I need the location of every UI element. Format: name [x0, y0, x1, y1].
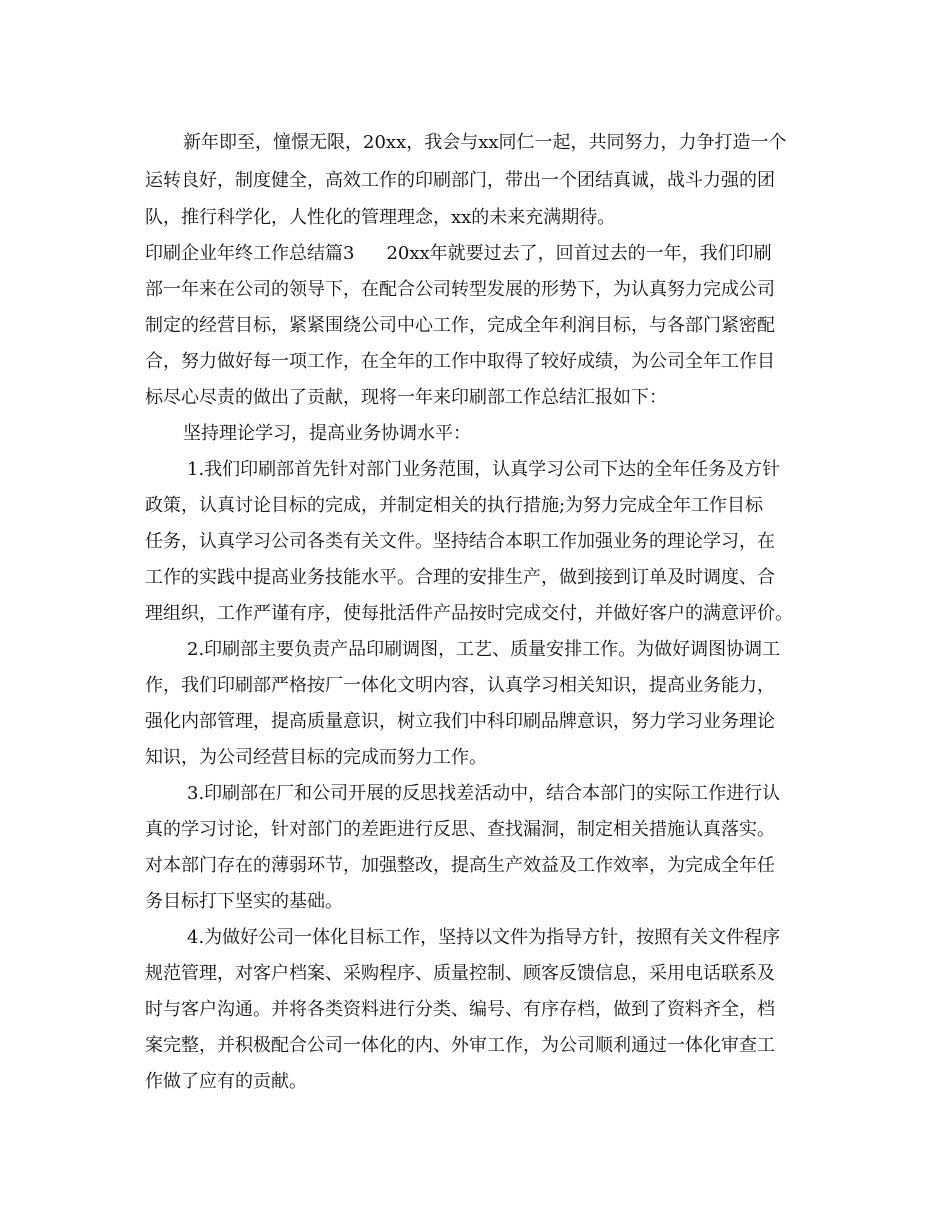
paragraph-line: 2.印刷部主要负责产品印刷调图，工艺、质量安排工作。为做好调图协调工: [187, 639, 781, 660]
section-heading: 印刷企业年终工作总结篇3: [145, 243, 355, 264]
paragraph-line: 作做了应有的贡献。: [145, 1071, 307, 1092]
paragraph-line: 作，我们印刷部严格按厂一体化文明内容，认真学习相关知识，提高业务能力，: [145, 675, 775, 696]
paragraph-line: 标尽心尽责的做出了贡献，现将一年来印刷部工作总结汇报如下：: [145, 387, 667, 408]
paragraph-line: 案完整，并积极配合公司一体化的内、外审工作，为公司顺利通过一体化审查工: [145, 1035, 775, 1056]
paragraph-line: 任务，认真学习公司各类有关文件。坚持结合本职工作加强业务的理论学习，在: [145, 531, 775, 552]
paragraph-text: 20xx年就要过去了，回首过去的一年，我们印刷: [386, 243, 772, 264]
subheading-line: 坚持理论学习，提高业务协调水平：: [183, 423, 471, 444]
paragraph-line: 政策，认真讨论目标的完成，并制定相关的执行措施;为努力完成全年工作目标: [145, 495, 764, 516]
paragraph-line: 规范管理，对客户档案、采购程序、质量控制、顾客反馈信息，采用电话联系及: [145, 963, 775, 984]
paragraph-line: 运转良好，制度健全，高效工作的印刷部门，带出一个团结真诚，战斗力强的团: [145, 170, 775, 191]
paragraph-line: 理组织，工作严谨有序，使每批活件产品按时完成交付，并做好客户的满意评价。: [145, 603, 793, 624]
paragraph-line: 时与客户沟通。并将各类资料进行分类、编号、有序存档，做到了资料齐全，档: [145, 999, 775, 1020]
paragraph-line: 务目标打下坚实的基础。: [145, 891, 343, 912]
paragraph-line: 对本部门存在的薄弱环节，加强整改，提高生产效益及工作效率，为完成全年任: [145, 855, 775, 876]
paragraph-line: 1.我们印刷部首先针对部门业务范围，认真学习公司下达的全年任务及方针: [187, 459, 781, 480]
paragraph-line: 知识，为公司经营目标的完成而努力工作。: [145, 747, 487, 768]
paragraph-line: 队，推行科学化，人性化的管理理念，xx的未来充满期待。: [145, 207, 616, 228]
section-heading-line: [145, 242, 815, 266]
paragraph-line: 4.为做好公司一体化目标工作，坚持以文件为指导方针，按照有关文件程序: [187, 927, 781, 948]
paragraph-line: 工作的实践中提高业务技能水平。合理的安排生产，做到接到订单及时调度、合: [145, 567, 775, 588]
paragraph-line: 强化内部管理，提高质量意识，树立我们中科印刷品牌意识，努力学习业务理论: [145, 711, 775, 732]
paragraph-line: 3.印刷部在厂和公司开展的反思找差活动中，结合本部门的实际工作进行认: [187, 783, 781, 804]
paragraph-line: 合，努力做好每一项工作，在全年的工作中取得了较好成绩，为公司全年工作目: [145, 351, 775, 372]
paragraph-line: 新年即至，憧憬无限，20xx，我会与xx同仁一起，共同努力，力争打造一个: [183, 132, 787, 153]
paragraph-line: 制定的经营目标，紧紧围绕公司中心工作，完成全年利润目标，与各部门紧密配: [145, 315, 775, 336]
paragraph-line: 真的学习讨论，针对部门的差距进行反思、查找漏洞，制定相关措施认真落实。: [145, 819, 775, 840]
paragraph-line: 部一年来在公司的领导下，在配合公司转型发展的形势下，为认真努力完成公司: [145, 279, 775, 300]
